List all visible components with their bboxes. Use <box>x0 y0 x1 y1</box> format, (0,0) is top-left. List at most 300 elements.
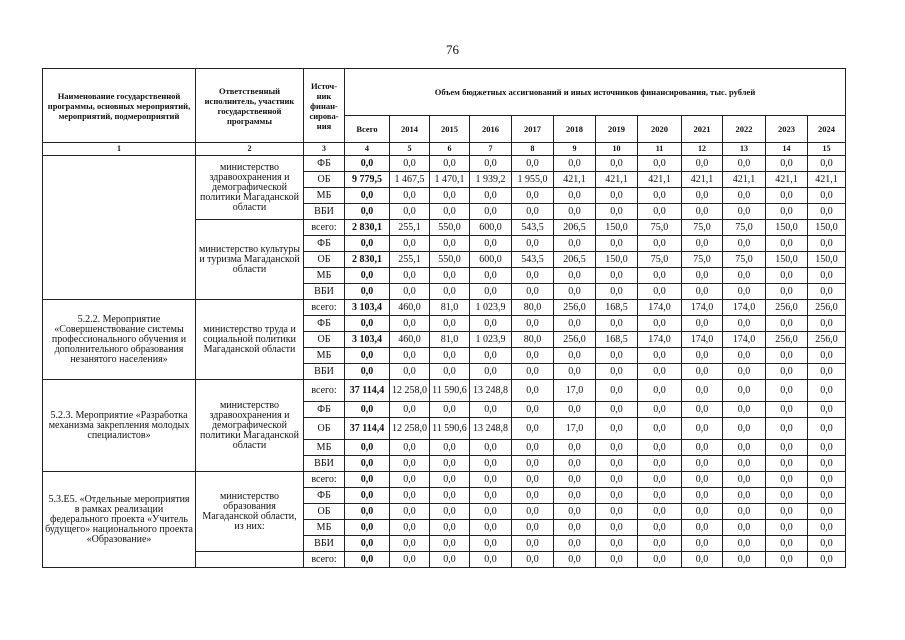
value-cell: 0,0 <box>512 472 554 488</box>
value-cell: 0,0 <box>596 348 638 364</box>
value-cell: 0,0 <box>638 440 682 456</box>
value-cell: 0,0 <box>766 364 808 380</box>
source-cell: МБ <box>304 440 345 456</box>
value-cell: 174,0 <box>638 300 682 316</box>
value-cell: 80,0 <box>512 300 554 316</box>
value-cell: 0,0 <box>554 552 596 568</box>
value-cell: 0,0 <box>554 520 596 536</box>
value-cell: 75,0 <box>682 220 723 236</box>
value-cell: 0,0 <box>723 204 766 220</box>
value-cell: 0,0 <box>808 402 846 418</box>
value-cell: 256,0 <box>554 300 596 316</box>
value-cell: 0,0 <box>808 552 846 568</box>
value-cell: 0,0 <box>390 284 430 300</box>
value-cell: 0,0 <box>682 348 723 364</box>
value-cell: 0,0 <box>596 380 638 402</box>
value-cell: 0,0 <box>723 504 766 520</box>
value-cell: 0,0 <box>430 348 470 364</box>
value-cell: 0,0 <box>470 188 512 204</box>
value-cell: 13 248,8 <box>470 380 512 402</box>
value-cell: 0,0 <box>723 552 766 568</box>
value-cell: 0,0 <box>596 418 638 440</box>
total-cell: 9 779,5 <box>345 172 390 188</box>
value-cell: 0,0 <box>808 472 846 488</box>
total-cell: 0,0 <box>345 504 390 520</box>
total-cell: 0,0 <box>345 284 390 300</box>
value-cell: 80,0 <box>512 332 554 348</box>
value-cell: 0,0 <box>766 520 808 536</box>
header-year: 2023 <box>766 116 808 143</box>
value-cell: 0,0 <box>596 316 638 332</box>
value-cell: 1 955,0 <box>512 172 554 188</box>
value-cell: 174,0 <box>682 300 723 316</box>
value-cell: 0,0 <box>430 156 470 172</box>
value-cell: 12 258,0 <box>390 380 430 402</box>
value-cell: 0,0 <box>808 204 846 220</box>
value-cell: 0,0 <box>470 552 512 568</box>
value-cell: 0,0 <box>682 156 723 172</box>
value-cell: 12 258,0 <box>390 418 430 440</box>
column-number: 3 <box>304 143 345 156</box>
value-cell: 0,0 <box>512 348 554 364</box>
value-cell: 0,0 <box>682 268 723 284</box>
value-cell: 17,0 <box>554 418 596 440</box>
value-cell: 0,0 <box>723 348 766 364</box>
source-cell: ОБ <box>304 418 345 440</box>
value-cell: 0,0 <box>554 236 596 252</box>
value-cell: 0,0 <box>512 456 554 472</box>
value-cell: 0,0 <box>512 504 554 520</box>
value-cell: 0,0 <box>470 156 512 172</box>
value-cell: 0,0 <box>390 236 430 252</box>
value-cell: 75,0 <box>723 220 766 236</box>
source-cell: ФБ <box>304 316 345 332</box>
value-cell: 0,0 <box>766 268 808 284</box>
column-number: 5 <box>390 143 430 156</box>
value-cell: 0,0 <box>723 156 766 172</box>
value-cell: 0,0 <box>512 156 554 172</box>
value-cell: 1 023,9 <box>470 300 512 316</box>
value-cell: 0,0 <box>390 504 430 520</box>
header-total: Всего <box>345 116 390 143</box>
value-cell: 0,0 <box>390 456 430 472</box>
value-cell: 0,0 <box>808 268 846 284</box>
header-executor: Ответственный исполнитель, участник государственной программы <box>196 69 304 143</box>
value-cell: 0,0 <box>723 472 766 488</box>
total-cell: 0,0 <box>345 204 390 220</box>
source-cell: ВБИ <box>304 284 345 300</box>
value-cell: 0,0 <box>430 440 470 456</box>
value-cell: 0,0 <box>470 536 512 552</box>
value-cell: 421,1 <box>766 172 808 188</box>
value-cell: 550,0 <box>430 220 470 236</box>
value-cell: 0,0 <box>808 348 846 364</box>
value-cell: 0,0 <box>808 236 846 252</box>
value-cell: 0,0 <box>808 316 846 332</box>
value-cell: 0,0 <box>723 188 766 204</box>
value-cell: 0,0 <box>554 536 596 552</box>
value-cell: 150,0 <box>766 220 808 236</box>
value-cell: 0,0 <box>638 284 682 300</box>
source-cell: всего: <box>304 300 345 316</box>
source-cell: ВБИ <box>304 456 345 472</box>
value-cell: 150,0 <box>596 252 638 268</box>
value-cell: 0,0 <box>682 188 723 204</box>
source-cell: ВБИ <box>304 536 345 552</box>
value-cell: 1 467,5 <box>390 172 430 188</box>
value-cell: 0,0 <box>390 364 430 380</box>
value-cell: 0,0 <box>766 536 808 552</box>
value-cell: 0,0 <box>723 536 766 552</box>
column-number: 4 <box>345 143 390 156</box>
value-cell: 0,0 <box>512 488 554 504</box>
value-cell: 0,0 <box>470 204 512 220</box>
value-cell: 421,1 <box>638 172 682 188</box>
value-cell: 0,0 <box>723 364 766 380</box>
total-cell: 0,0 <box>345 488 390 504</box>
executor-cell: министерство культуры и туризма Магаданской области <box>196 220 304 300</box>
value-cell: 13 248,8 <box>470 418 512 440</box>
source-cell: ОБ <box>304 504 345 520</box>
value-cell: 0,0 <box>430 188 470 204</box>
header-year: 2021 <box>682 116 723 143</box>
value-cell: 0,0 <box>766 156 808 172</box>
table-row <box>43 300 846 316</box>
value-cell: 75,0 <box>723 252 766 268</box>
value-cell: 150,0 <box>766 252 808 268</box>
total-cell: 0,0 <box>345 364 390 380</box>
total-cell: 2 830,1 <box>345 252 390 268</box>
value-cell: 0,0 <box>682 488 723 504</box>
column-number: 2 <box>196 143 304 156</box>
measure-name-cell: 5.3.Е5. «Отдельные мероприятия в рамках реализации федерального проекта «Учитель будущего» национального проекта «Образование» <box>43 472 196 568</box>
total-cell: 0,0 <box>345 536 390 552</box>
value-cell: 0,0 <box>682 520 723 536</box>
value-cell: 0,0 <box>723 316 766 332</box>
value-cell: 600,0 <box>470 220 512 236</box>
value-cell: 0,0 <box>470 236 512 252</box>
value-cell: 0,0 <box>682 364 723 380</box>
value-cell: 0,0 <box>723 236 766 252</box>
value-cell: 0,0 <box>554 268 596 284</box>
source-cell: МБ <box>304 268 345 284</box>
value-cell: 0,0 <box>808 364 846 380</box>
value-cell: 0,0 <box>470 402 512 418</box>
value-cell: 75,0 <box>638 252 682 268</box>
value-cell: 0,0 <box>766 236 808 252</box>
header-year: 2022 <box>723 116 766 143</box>
total-cell: 3 103,4 <box>345 300 390 316</box>
header-source: Источ-ник финан-сирова-ния <box>304 69 345 143</box>
total-cell: 0,0 <box>345 520 390 536</box>
total-cell: 37 114,4 <box>345 418 390 440</box>
value-cell: 0,0 <box>390 402 430 418</box>
value-cell: 0,0 <box>554 348 596 364</box>
value-cell: 0,0 <box>723 440 766 456</box>
value-cell: 0,0 <box>808 520 846 536</box>
value-cell: 0,0 <box>682 504 723 520</box>
value-cell: 0,0 <box>638 156 682 172</box>
value-cell: 0,0 <box>638 552 682 568</box>
value-cell: 0,0 <box>390 472 430 488</box>
value-cell: 11 590,6 <box>430 380 470 402</box>
value-cell: 0,0 <box>766 504 808 520</box>
column-number: 14 <box>766 143 808 156</box>
value-cell: 0,0 <box>723 456 766 472</box>
value-cell: 0,0 <box>470 472 512 488</box>
total-cell: 0,0 <box>345 552 390 568</box>
value-cell: 0,0 <box>766 488 808 504</box>
header-year: 2016 <box>470 116 512 143</box>
value-cell: 81,0 <box>430 332 470 348</box>
value-cell: 0,0 <box>596 402 638 418</box>
executor-cell: министерство образования Магаданской области, из них: <box>196 472 304 552</box>
value-cell: 0,0 <box>390 268 430 284</box>
value-cell: 0,0 <box>430 488 470 504</box>
column-number: 8 <box>512 143 554 156</box>
total-cell: 0,0 <box>345 440 390 456</box>
value-cell: 0,0 <box>512 204 554 220</box>
value-cell: 0,0 <box>808 284 846 300</box>
value-cell: 0,0 <box>390 520 430 536</box>
table-row <box>43 380 846 402</box>
value-cell: 0,0 <box>638 472 682 488</box>
value-cell: 0,0 <box>390 440 430 456</box>
value-cell: 0,0 <box>596 552 638 568</box>
value-cell: 0,0 <box>390 188 430 204</box>
value-cell: 0,0 <box>723 380 766 402</box>
value-cell: 0,0 <box>638 188 682 204</box>
value-cell: 0,0 <box>766 380 808 402</box>
column-number: 13 <box>723 143 766 156</box>
value-cell: 0,0 <box>766 316 808 332</box>
value-cell: 206,5 <box>554 252 596 268</box>
value-cell: 0,0 <box>723 268 766 284</box>
value-cell: 0,0 <box>554 316 596 332</box>
total-cell: 0,0 <box>345 236 390 252</box>
header-year: 2020 <box>638 116 682 143</box>
value-cell: 0,0 <box>596 488 638 504</box>
value-cell: 0,0 <box>554 284 596 300</box>
value-cell: 0,0 <box>430 284 470 300</box>
value-cell: 0,0 <box>470 316 512 332</box>
value-cell: 0,0 <box>766 188 808 204</box>
value-cell: 0,0 <box>766 552 808 568</box>
value-cell: 1 470,1 <box>430 172 470 188</box>
value-cell: 0,0 <box>723 418 766 440</box>
value-cell: 0,0 <box>512 418 554 440</box>
header-year: 2017 <box>512 116 554 143</box>
value-cell: 256,0 <box>766 332 808 348</box>
value-cell: 174,0 <box>638 332 682 348</box>
value-cell: 0,0 <box>638 504 682 520</box>
value-cell: 0,0 <box>430 402 470 418</box>
source-cell: ФБ <box>304 488 345 504</box>
value-cell: 0,0 <box>512 284 554 300</box>
value-cell: 543,5 <box>512 220 554 236</box>
value-cell: 0,0 <box>682 402 723 418</box>
value-cell: 0,0 <box>596 236 638 252</box>
source-cell: ФБ <box>304 402 345 418</box>
value-cell: 0,0 <box>638 268 682 284</box>
value-cell: 174,0 <box>682 332 723 348</box>
value-cell: 0,0 <box>554 456 596 472</box>
value-cell: 0,0 <box>470 348 512 364</box>
value-cell: 0,0 <box>512 536 554 552</box>
header-year: 2014 <box>390 116 430 143</box>
column-number: 15 <box>808 143 846 156</box>
measure-name-cell: 5.2.3. Мероприятие «Разработка механизма закрепления молодых специалистов» <box>43 380 196 472</box>
value-cell: 0,0 <box>723 402 766 418</box>
measure-name-cell <box>43 156 196 300</box>
value-cell: 0,0 <box>554 204 596 220</box>
value-cell: 0,0 <box>554 472 596 488</box>
value-cell: 0,0 <box>596 456 638 472</box>
column-number: 10 <box>596 143 638 156</box>
value-cell: 0,0 <box>638 418 682 440</box>
value-cell: 0,0 <box>723 284 766 300</box>
value-cell: 0,0 <box>723 520 766 536</box>
value-cell: 0,0 <box>596 364 638 380</box>
source-cell: всего: <box>304 220 345 236</box>
value-cell: 421,1 <box>808 172 846 188</box>
value-cell: 150,0 <box>808 252 846 268</box>
value-cell: 0,0 <box>596 156 638 172</box>
value-cell: 0,0 <box>766 284 808 300</box>
source-cell: всего: <box>304 472 345 488</box>
value-cell: 0,0 <box>638 236 682 252</box>
header-budget: Объем бюджетных ассигнований и иных источников финансирования, тыс. рублей <box>345 69 846 116</box>
source-cell: МБ <box>304 520 345 536</box>
value-cell: 1 939,2 <box>470 172 512 188</box>
value-cell: 0,0 <box>430 552 470 568</box>
value-cell: 0,0 <box>682 472 723 488</box>
value-cell: 75,0 <box>638 220 682 236</box>
value-cell: 0,0 <box>638 520 682 536</box>
value-cell: 0,0 <box>512 552 554 568</box>
executor-cell: министерство здравоохранения и демографической политики Магаданской области <box>196 380 304 472</box>
source-cell: ОБ <box>304 172 345 188</box>
value-cell: 550,0 <box>430 252 470 268</box>
source-cell: МБ <box>304 188 345 204</box>
value-cell: 0,0 <box>638 380 682 402</box>
value-cell: 75,0 <box>682 252 723 268</box>
value-cell: 17,0 <box>554 380 596 402</box>
value-cell: 256,0 <box>808 332 846 348</box>
value-cell: 0,0 <box>390 156 430 172</box>
value-cell: 0,0 <box>808 536 846 552</box>
column-number: 12 <box>682 143 723 156</box>
value-cell: 0,0 <box>682 456 723 472</box>
value-cell: 0,0 <box>638 364 682 380</box>
column-number: 1 <box>43 143 196 156</box>
value-cell: 0,0 <box>430 456 470 472</box>
value-cell: 0,0 <box>638 204 682 220</box>
value-cell: 421,1 <box>723 172 766 188</box>
value-cell: 0,0 <box>808 440 846 456</box>
measure-name-cell: 5.2.2. Мероприятие «Совершенствование системы профессионального обучения и дополнительного образования незанятого населения» <box>43 300 196 380</box>
value-cell: 0,0 <box>596 440 638 456</box>
value-cell: 0,0 <box>638 456 682 472</box>
source-cell: ОБ <box>304 252 345 268</box>
value-cell: 0,0 <box>430 472 470 488</box>
value-cell: 0,0 <box>430 536 470 552</box>
value-cell: 0,0 <box>512 520 554 536</box>
value-cell: 0,0 <box>512 316 554 332</box>
value-cell: 0,0 <box>512 364 554 380</box>
value-cell: 0,0 <box>554 156 596 172</box>
total-cell: 2 830,1 <box>345 220 390 236</box>
value-cell: 0,0 <box>596 504 638 520</box>
value-cell: 0,0 <box>470 520 512 536</box>
value-cell: 0,0 <box>723 488 766 504</box>
source-cell: ВБИ <box>304 364 345 380</box>
budget-table <box>42 68 846 568</box>
value-cell: 0,0 <box>638 536 682 552</box>
value-cell: 206,5 <box>554 220 596 236</box>
value-cell: 543,5 <box>512 252 554 268</box>
value-cell: 421,1 <box>682 172 723 188</box>
value-cell: 174,0 <box>723 332 766 348</box>
value-cell: 0,0 <box>554 504 596 520</box>
value-cell: 0,0 <box>808 488 846 504</box>
total-cell: 0,0 <box>345 402 390 418</box>
column-number: 6 <box>430 143 470 156</box>
value-cell: 150,0 <box>596 220 638 236</box>
value-cell: 0,0 <box>512 268 554 284</box>
value-cell: 0,0 <box>390 204 430 220</box>
value-cell: 0,0 <box>682 418 723 440</box>
value-cell: 0,0 <box>682 380 723 402</box>
value-cell: 0,0 <box>470 456 512 472</box>
source-cell: ВБИ <box>304 204 345 220</box>
value-cell: 421,1 <box>554 172 596 188</box>
value-cell: 0,0 <box>766 418 808 440</box>
value-cell: 0,0 <box>682 316 723 332</box>
value-cell: 0,0 <box>596 188 638 204</box>
value-cell: 0,0 <box>808 504 846 520</box>
value-cell: 0,0 <box>554 402 596 418</box>
value-cell: 0,0 <box>808 456 846 472</box>
total-cell: 0,0 <box>345 156 390 172</box>
column-number: 9 <box>554 143 596 156</box>
value-cell: 0,0 <box>470 488 512 504</box>
total-cell: 0,0 <box>345 316 390 332</box>
executor-cell <box>196 552 304 568</box>
value-cell: 0,0 <box>554 440 596 456</box>
value-cell: 256,0 <box>766 300 808 316</box>
value-cell: 421,1 <box>596 172 638 188</box>
value-cell: 0,0 <box>766 456 808 472</box>
value-cell: 1 023,9 <box>470 332 512 348</box>
value-cell: 0,0 <box>766 402 808 418</box>
value-cell: 0,0 <box>766 472 808 488</box>
value-cell: 0,0 <box>512 188 554 204</box>
value-cell: 0,0 <box>512 236 554 252</box>
value-cell: 0,0 <box>430 204 470 220</box>
value-cell: 0,0 <box>596 204 638 220</box>
source-cell: ОБ <box>304 332 345 348</box>
value-cell: 0,0 <box>512 402 554 418</box>
source-cell: всего: <box>304 552 345 568</box>
value-cell: 0,0 <box>512 380 554 402</box>
header-name: Наименование государственной программы, основных мероприятий, мероприятий, подмероприятий <box>43 69 196 143</box>
value-cell: 150,0 <box>808 220 846 236</box>
value-cell: 0,0 <box>682 536 723 552</box>
total-cell: 0,0 <box>345 456 390 472</box>
total-cell: 0,0 <box>345 348 390 364</box>
value-cell: 0,0 <box>430 504 470 520</box>
